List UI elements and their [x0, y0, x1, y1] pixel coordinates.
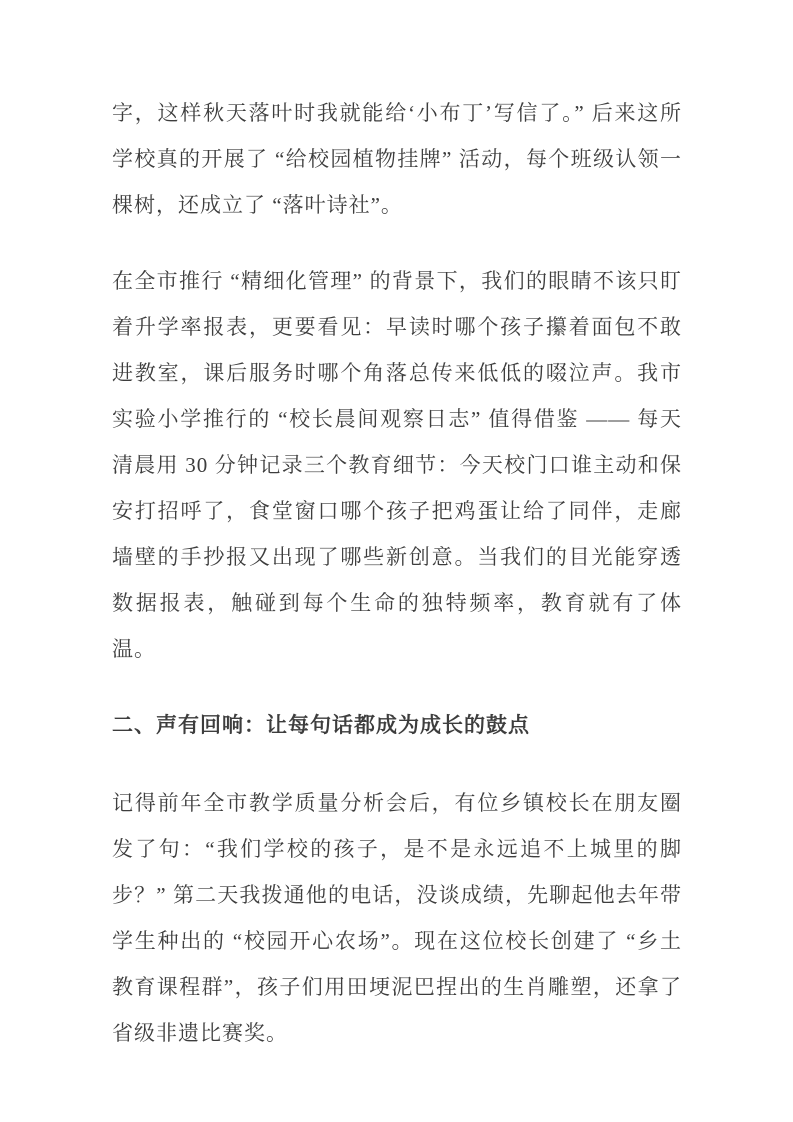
paragraph-rural-principal: 记得前年全市教学质量分析会后，有位乡镇校长在朋友圈发了句：“我们学校的孩子，是不是永远追不上城里的脚步？” 第二天我拨通他的电话，没谈成绩，先聊起他去年带学生种出的 “校园开心农场”。现在这位校长创建了 “乡土教育课程群”，孩子们用田埂泥巴捏出的生肖雕塑，还拿了省级非遗比赛奖。 — [112, 791, 682, 1045]
section-heading-echo: 二、声有回响：让每句话都成为成长的鼓点 — [112, 713, 530, 737]
paragraph-refined-management: 在全市推行 “精细化管理” 的背景下，我们的眼睛不该只盯着升学率报表，更要看见：早读时哪个孩子攥着面包不敢进教室，课后服务时哪个角落总传来低低的啜泣声。我市实验小学推行的 “校长晨间观察日志” 值得借鉴 —— 每天清晨用 30 分钟记录三个教育细节：今天校门口谁主动和保安打招呼了，食堂窗口哪个孩子把鸡蛋让给了同伴，走廊墙壁的手抄报又出现了哪些新创意。当我们的目光能穿透数据报表，触碰到每个生命的独特频率，教育就有了体温。 — [112, 269, 682, 661]
paragraph-letter-to-plants: 字，这样秋天落叶时我就能给‘小布丁’写信了。” 后来这所学校真的开展了 “给校园植物挂牌” 活动，每个班级认领一棵树，还成立了 “落叶诗社”。 — [112, 101, 682, 217]
document-page — [112, 0, 682, 1086]
